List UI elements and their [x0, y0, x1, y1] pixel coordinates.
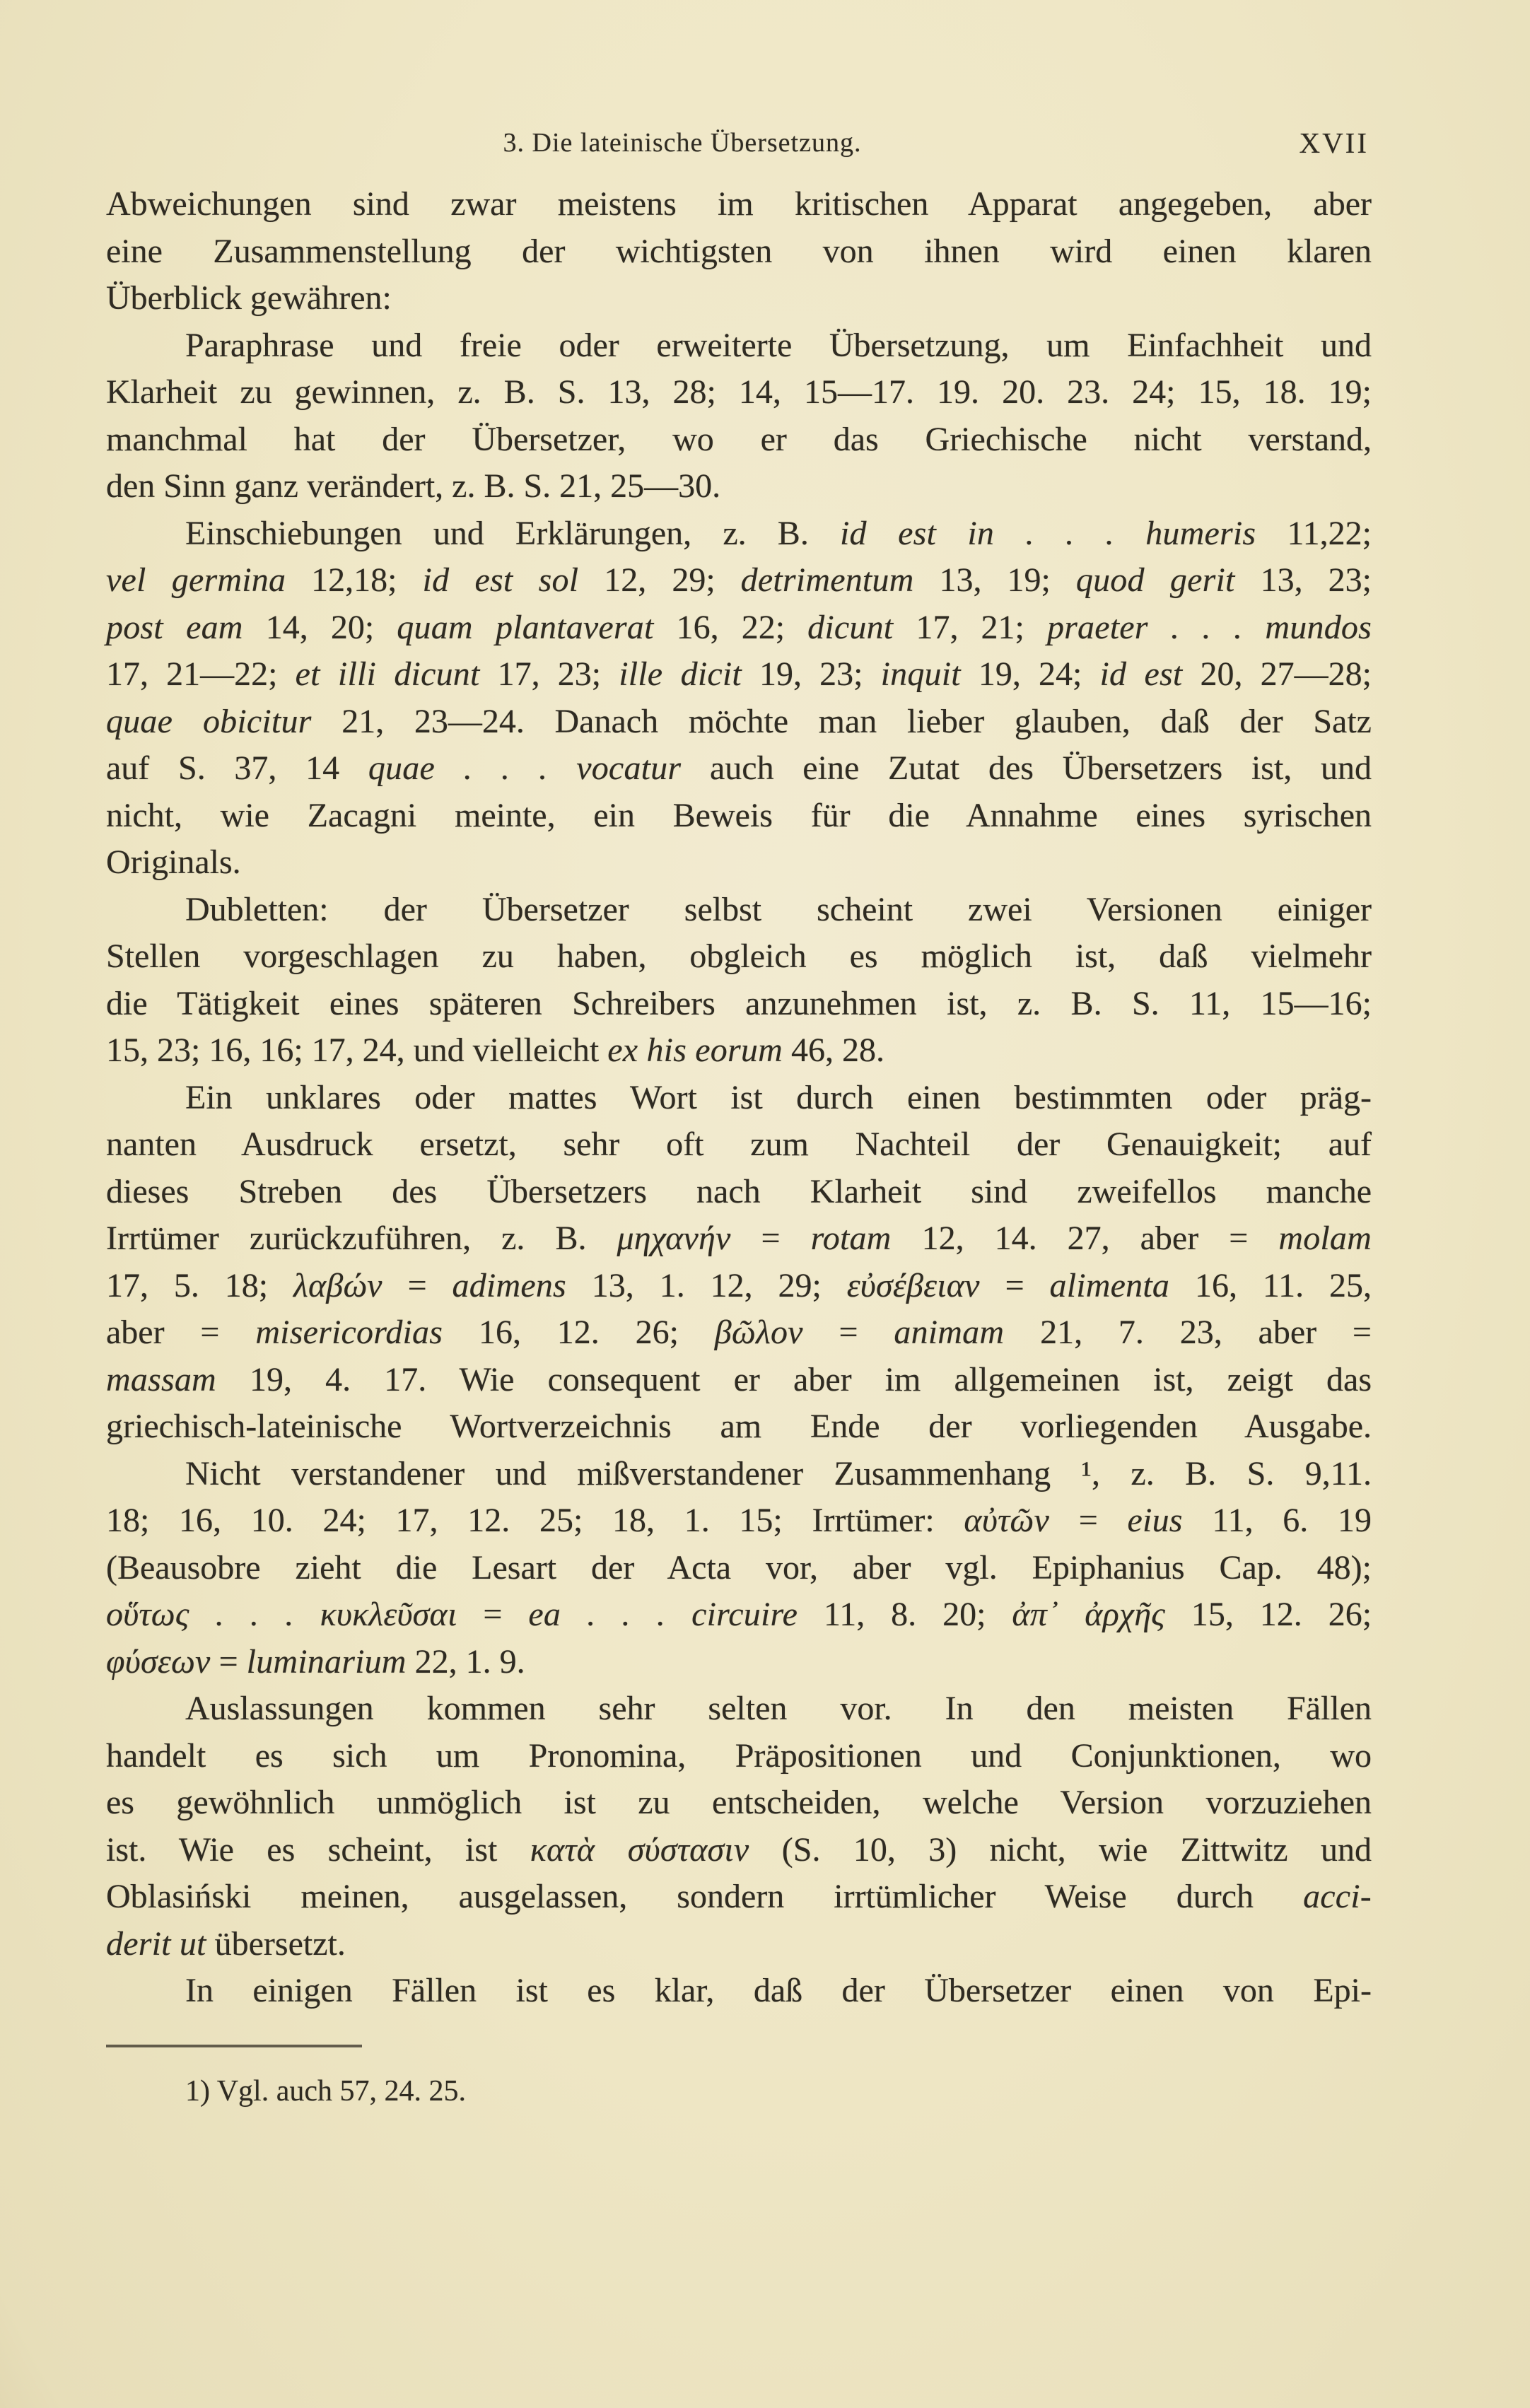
footnote-divider — [106, 2045, 362, 2047]
text-line: nanten Ausdruck ersetzt, sehr oft zum Nachteil der Genauigkeit; auf — [106, 1126, 1372, 1163]
text-line: auf S. 37, 14 quae . . . vocatur auch eine Zutat des Übersetzers ist, und — [106, 749, 1372, 787]
text-line: 18; 16, 10. 24; 17, 12. 25; 18, 1. 15; Irrtümer: αὐτῶν = eius 11, 6. 19 — [106, 1502, 1372, 1539]
page-title: 3. Die lateinische Übersetzung. — [503, 128, 862, 158]
text-line: quae obicitur 21, 23—24. Danach möchte man lieber glauben, daß der Satz — [106, 702, 1372, 740]
text-line: massam 19, 4. 17. Wie consequent er aber im allgemeinen ist, zeigt das — [106, 1360, 1372, 1398]
text-line: 15, 23; 16, 16; 17, 24, und vielleicht ex his eorum 46, 28. — [106, 1031, 884, 1069]
text-line: eine Zusammenstellung der wichtigsten von ihnen wird einen klaren — [106, 232, 1372, 270]
text-line: 17, 5. 18; λαβών = adimens 13, 1. 12, 29; εὐσέβειαν = alimenta 16, 11. 25, — [106, 1266, 1372, 1304]
text-line: die Tätigkeit eines späteren Schreibers anzunehmen ist, z. B. S. 11, 15—16; — [106, 984, 1372, 1022]
page-number: XVII — [1299, 127, 1369, 159]
text-line: Ein unklares oder mattes Wort ist durch einen bestimmten oder präg- — [185, 1078, 1372, 1116]
running-head — [106, 124, 1379, 161]
text-line: post eam 14, 20; quam plantaverat 16, 22; dicunt 17, 21; praeter . . . mundos — [106, 608, 1372, 646]
text-line: derit ut übersetzt. — [106, 1924, 346, 1963]
text-line: φύσεων = luminarium 22, 1. 9. — [106, 1642, 525, 1681]
text-block — [106, 181, 1372, 2015]
text-line: Auslassungen kommen sehr selten vor. In den meisten Fällen — [185, 1690, 1372, 1727]
text-line: griechisch-lateinische Wortverzeichnis am Ende der vorliegenden Ausgabe. — [106, 1408, 1372, 1445]
text-line: nicht, wie Zacagni meinte, ein Beweis für die Annahme eines syrischen — [106, 796, 1372, 834]
text-line: handelt es sich um Pronomina, Präpositionen und Conjunktionen, wo — [106, 1736, 1372, 1775]
text-line: Klarheit zu gewinnen, z. B. S. 13, 28; 14, 15—17. 19. 20. 23. 24; 15, 18. 19; — [106, 373, 1372, 411]
text-line: In einigen Fällen ist es klar, daß der Übersetzer einen von Epi- — [185, 1972, 1372, 2009]
text-line: Originals. — [106, 843, 241, 881]
text-line: Irrtümer zurückzuführen, z. B. μηχανήν = rotam 12, 14. 27, aber = molam — [106, 1220, 1372, 1257]
text-line: Dubletten: der Übersetzer selbst scheint zwei Versionen einiger — [185, 890, 1372, 928]
text-line: den Sinn ganz verändert, z. B. S. 21, 25—30. — [106, 467, 721, 505]
text-line: Stellen vorgeschlagen zu haben, obgleich es möglich ist, daß vielmehr — [106, 937, 1372, 975]
text-line: (Beausobre zieht die Lesart der Acta vor, aber vgl. Epiphanius Cap. 48); — [106, 1548, 1372, 1586]
text-line: οὕτως . . . κυκλεῦσαι = ea . . . circuire 11, 8. 20; ἀπ᾽ ἀρχῆς 15, 12. 26; — [106, 1596, 1372, 1633]
text-line: dieses Streben des Übersetzers nach Klarheit sind zweifellos manche — [106, 1172, 1372, 1210]
text-line: 17, 21—22; et illi dicunt 17, 23; ille dicit 19, 23; inquit 19, 24; id est 20, 27—28; — [106, 655, 1372, 693]
text-line: Einschiebungen und Erklärungen, z. B. id est in . . . humeris 11,22; — [185, 514, 1372, 552]
text-line: Nicht verstandener und mißverstandener Zusammenhang ¹, z. B. S. 9,11. — [185, 1454, 1372, 1492]
text-line: aber = misericordias 16, 12. 26; βῶλον = animam 21, 7. 23, aber = — [106, 1314, 1372, 1351]
text-line: Oblasiński meinen, ausgelassen, sondern irrtümlicher Weise durch acci- — [106, 1878, 1372, 1915]
text-line: es gewöhnlich unmöglich ist zu entscheiden, welche Version vorzuziehen — [106, 1784, 1372, 1821]
footnote-text: 1) Vgl. auch 57, 24. 25. — [185, 2075, 467, 2108]
text-line: Abweichungen sind zwar meistens im kritischen Apparat angegeben, aber — [106, 185, 1372, 223]
text-line: Überblick gewähren: — [106, 279, 392, 317]
text-line: manchmal hat der Übersetzer, wo er das Griechische nicht verstand, — [106, 420, 1372, 458]
text-line: vel germina 12,18; id est sol 12, 29; detrimentum 13, 19; quod gerit 13, 23; — [106, 561, 1372, 599]
text-line: Paraphrase und freie oder erweiterte Übersetzung, um Einfachheit und — [185, 326, 1372, 364]
text-line: ist. Wie es scheint, ist κατὰ σύστασιν (S. 10, 3) nicht, wie Zittwitz und — [106, 1830, 1372, 1869]
